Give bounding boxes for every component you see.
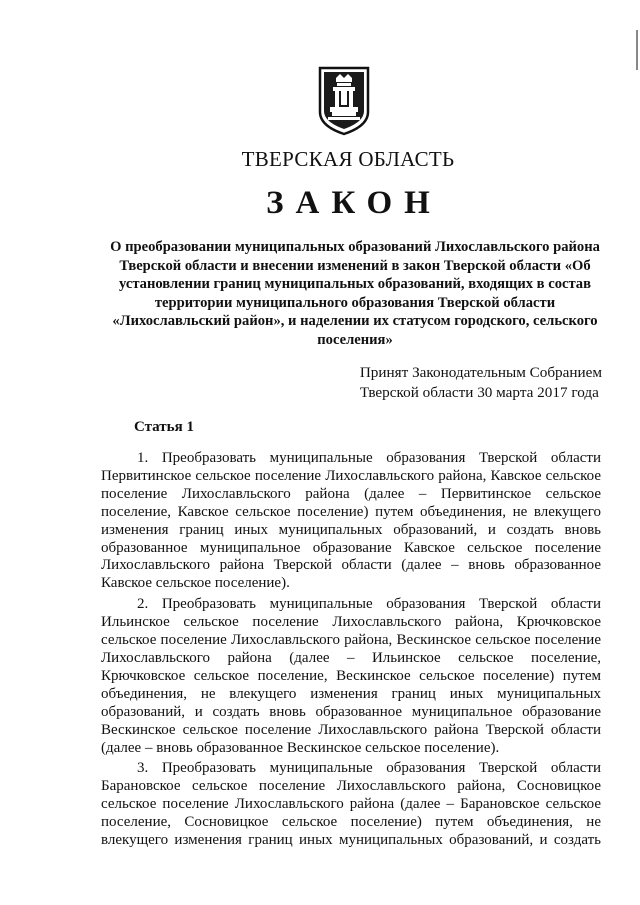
article-body <box>101 450 601 853</box>
law-subtitle: О преобразовании муниципальных образований Лихославльского района Тверской области и внесении изменений в закон Тверской области «Об установлении границ муниципальных образований, входящих в состав территории муниципального образования Тверской области «Лихославльский район», и наделении их статусом городского, сельского поселения» <box>110 239 600 348</box>
article-paragraph-3: 3. Преобразовать муниципальные образования Тверской области Барановское сельское поселение Лихославльского района, Сосновицкое сельское поселение Лихославльского района (далее – Барановское сельское поселение, Сосновицкое сельское поселение) путем объединения, не влекущего изменения границ иных муниципальных образований, и создать <box>101 760 601 849</box>
adoption-line-2: Тверской области 30 марта 2017 года <box>359 383 599 401</box>
article-paragraph-1: 1. Преобразовать муниципальные образования Тверской области Первитинское сельское поселение Лихославльского района, Кавское сельское поселение Лихославльского района (далее – Первитинское сельское поселение, Кавское сельское поселение) путем объединения, не влекущего изменения границ иных муниципальных образований, и создать вновь образованное муниципальное образование Кавское сельское поселение Лихославльского района Тверской области (далее – вновь образованное Кавское сельское поселение). <box>101 450 601 592</box>
adoption-note <box>360 363 602 402</box>
article-heading: Статья 1 <box>134 419 194 435</box>
adoption-line-1: Принят Законодательным Собранием <box>359 364 602 381</box>
law-title: ЗАКОН <box>266 185 442 221</box>
article-paragraph-2: 2. Преобразовать муниципальные образования Тверской области Ильинское сельское поселение Лихославльского района, Крючковское сельское поселение Лихославльского района, Вескинское сельское поселение Лихославльского района (далее – Ильинское сельское поселение, Крючковское сельское поселение, Вескинское сельское поселение) путем объединения, не влекущего изменения границ иных муниципальных образований, и создать вновь образованное муниципальное образование Вескинское сельское поселение Лихославльского района Тверской области (далее – вновь образованное Вескинское сельское поселение). <box>101 596 601 756</box>
tver-coat-of-arms-emblem <box>316 64 372 136</box>
region-name: ТВЕРСКАЯ ОБЛАСТЬ <box>241 147 455 171</box>
scan-edge-mark <box>636 30 638 70</box>
